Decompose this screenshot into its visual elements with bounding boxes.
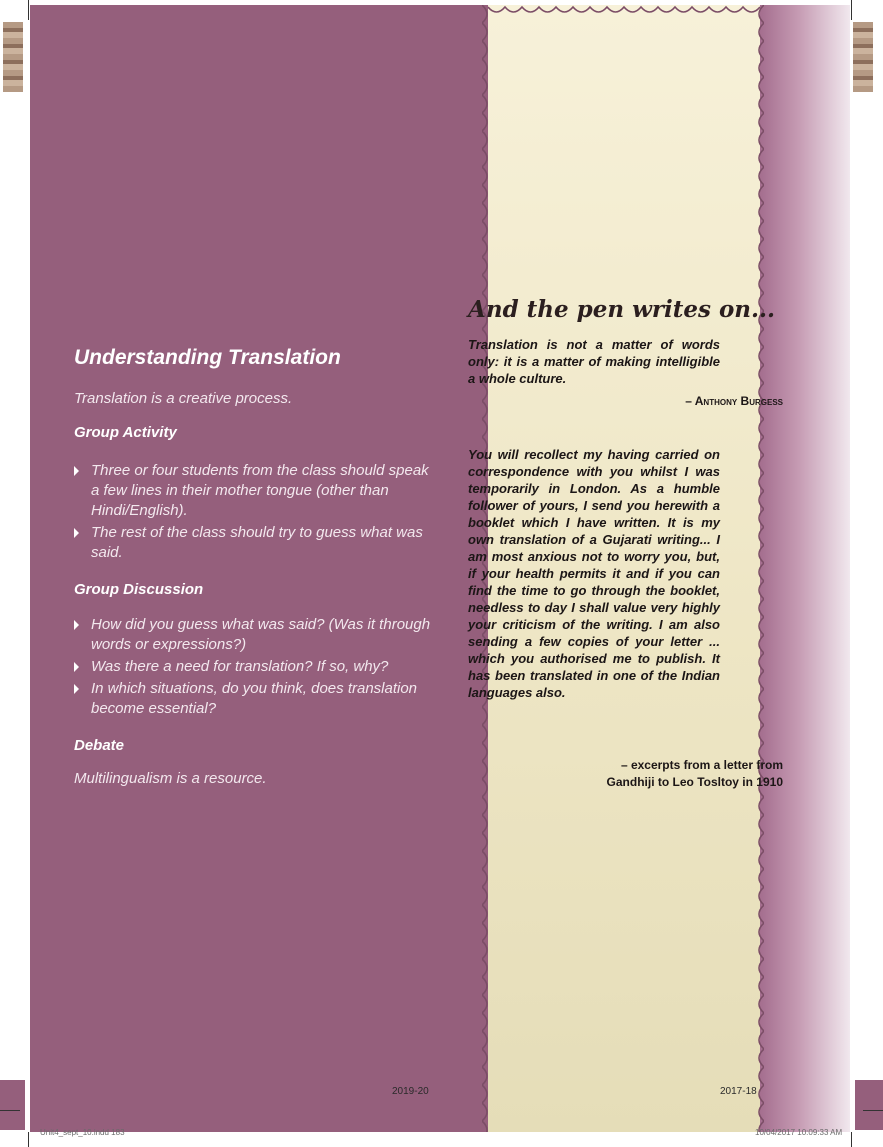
- crop-mark: [28, 0, 29, 20]
- bullet-icon: [74, 528, 79, 538]
- bullet-icon: [74, 662, 79, 672]
- crop-mark: [851, 0, 852, 20]
- list-item: Three or four students from the class should speak a few lines in their mother tongue (other than Hindi/English).: [74, 461, 434, 521]
- list-item: How did you guess what was said? (Was it through words or expressions?): [74, 615, 434, 655]
- group-activity-list: [74, 461, 434, 565]
- section-heading: Understanding Translation: [74, 346, 341, 369]
- list-item: The rest of the class should try to guess what was said.: [74, 523, 434, 563]
- group-activity-title: Group Activity: [74, 424, 177, 441]
- scallop-border-right: [754, 5, 764, 1132]
- burgess-quote: Translation is not a matter of words only: it is a matter of making intelligible a whole culture.: [468, 337, 720, 386]
- debate-text: Multilingualism is a resource.: [74, 770, 267, 787]
- corner-image-left: [3, 22, 23, 92]
- crop-mark: [851, 1132, 852, 1147]
- left-panel: [30, 5, 488, 1132]
- scallop-border-top: [488, 5, 760, 17]
- gandhi-quote: You will recollect my having carried on correspondence with you whilst I was temporarily in London. As a humble follower of yours, I send you herewith a booklet which I have written. It is my own translation of a Gujarati writing... I am most anxious not to worry you, but, if your health permits it and if you can find the time to go through the booklet, needless to day I shall value very highly your criticism of the writing. I am also sending a few copies of your letter ... which you authorised me to publish. It has been translated in one of the Indian languages also.: [468, 447, 720, 700]
- group-discussion-title: Group Discussion: [74, 581, 204, 598]
- print-slug-right: 10/04/2017 10:09:33 AM: [755, 1128, 843, 1137]
- bleed-block-right: [855, 1080, 883, 1130]
- crop-mark: [0, 1110, 20, 1111]
- list-item: In which situations, do you think, does translation become essential?: [74, 679, 434, 719]
- year-label-left: 2019-20: [392, 1086, 429, 1097]
- bullet-icon: [74, 620, 79, 630]
- debate-title: Debate: [74, 737, 125, 754]
- bleed-block-left: [0, 1080, 25, 1130]
- section-lead: Translation is a creative process.: [74, 390, 293, 407]
- group-discussion-list: [74, 615, 434, 721]
- book-page: [30, 5, 850, 1132]
- year-label-right: 2017-18: [720, 1086, 757, 1097]
- pen-title: And the pen writes on...: [468, 296, 776, 323]
- burgess-attribution: – Anthony Burgess: [685, 394, 783, 408]
- bullet-icon: [74, 684, 79, 694]
- crop-mark: [863, 1110, 883, 1111]
- crop-mark: [28, 1132, 29, 1147]
- list-item: Was there a need for translation? If so, why?: [74, 657, 434, 677]
- gandhi-attribution: – excerpts from a letter from Gandhiji to Leo Tosltoy in 1910: [606, 758, 783, 789]
- print-slug-left: Unit4_sept_10.indd 183: [40, 1128, 125, 1137]
- corner-image-right: [853, 22, 873, 92]
- right-gradient-strip: [755, 5, 850, 1132]
- bullet-icon: [74, 466, 79, 476]
